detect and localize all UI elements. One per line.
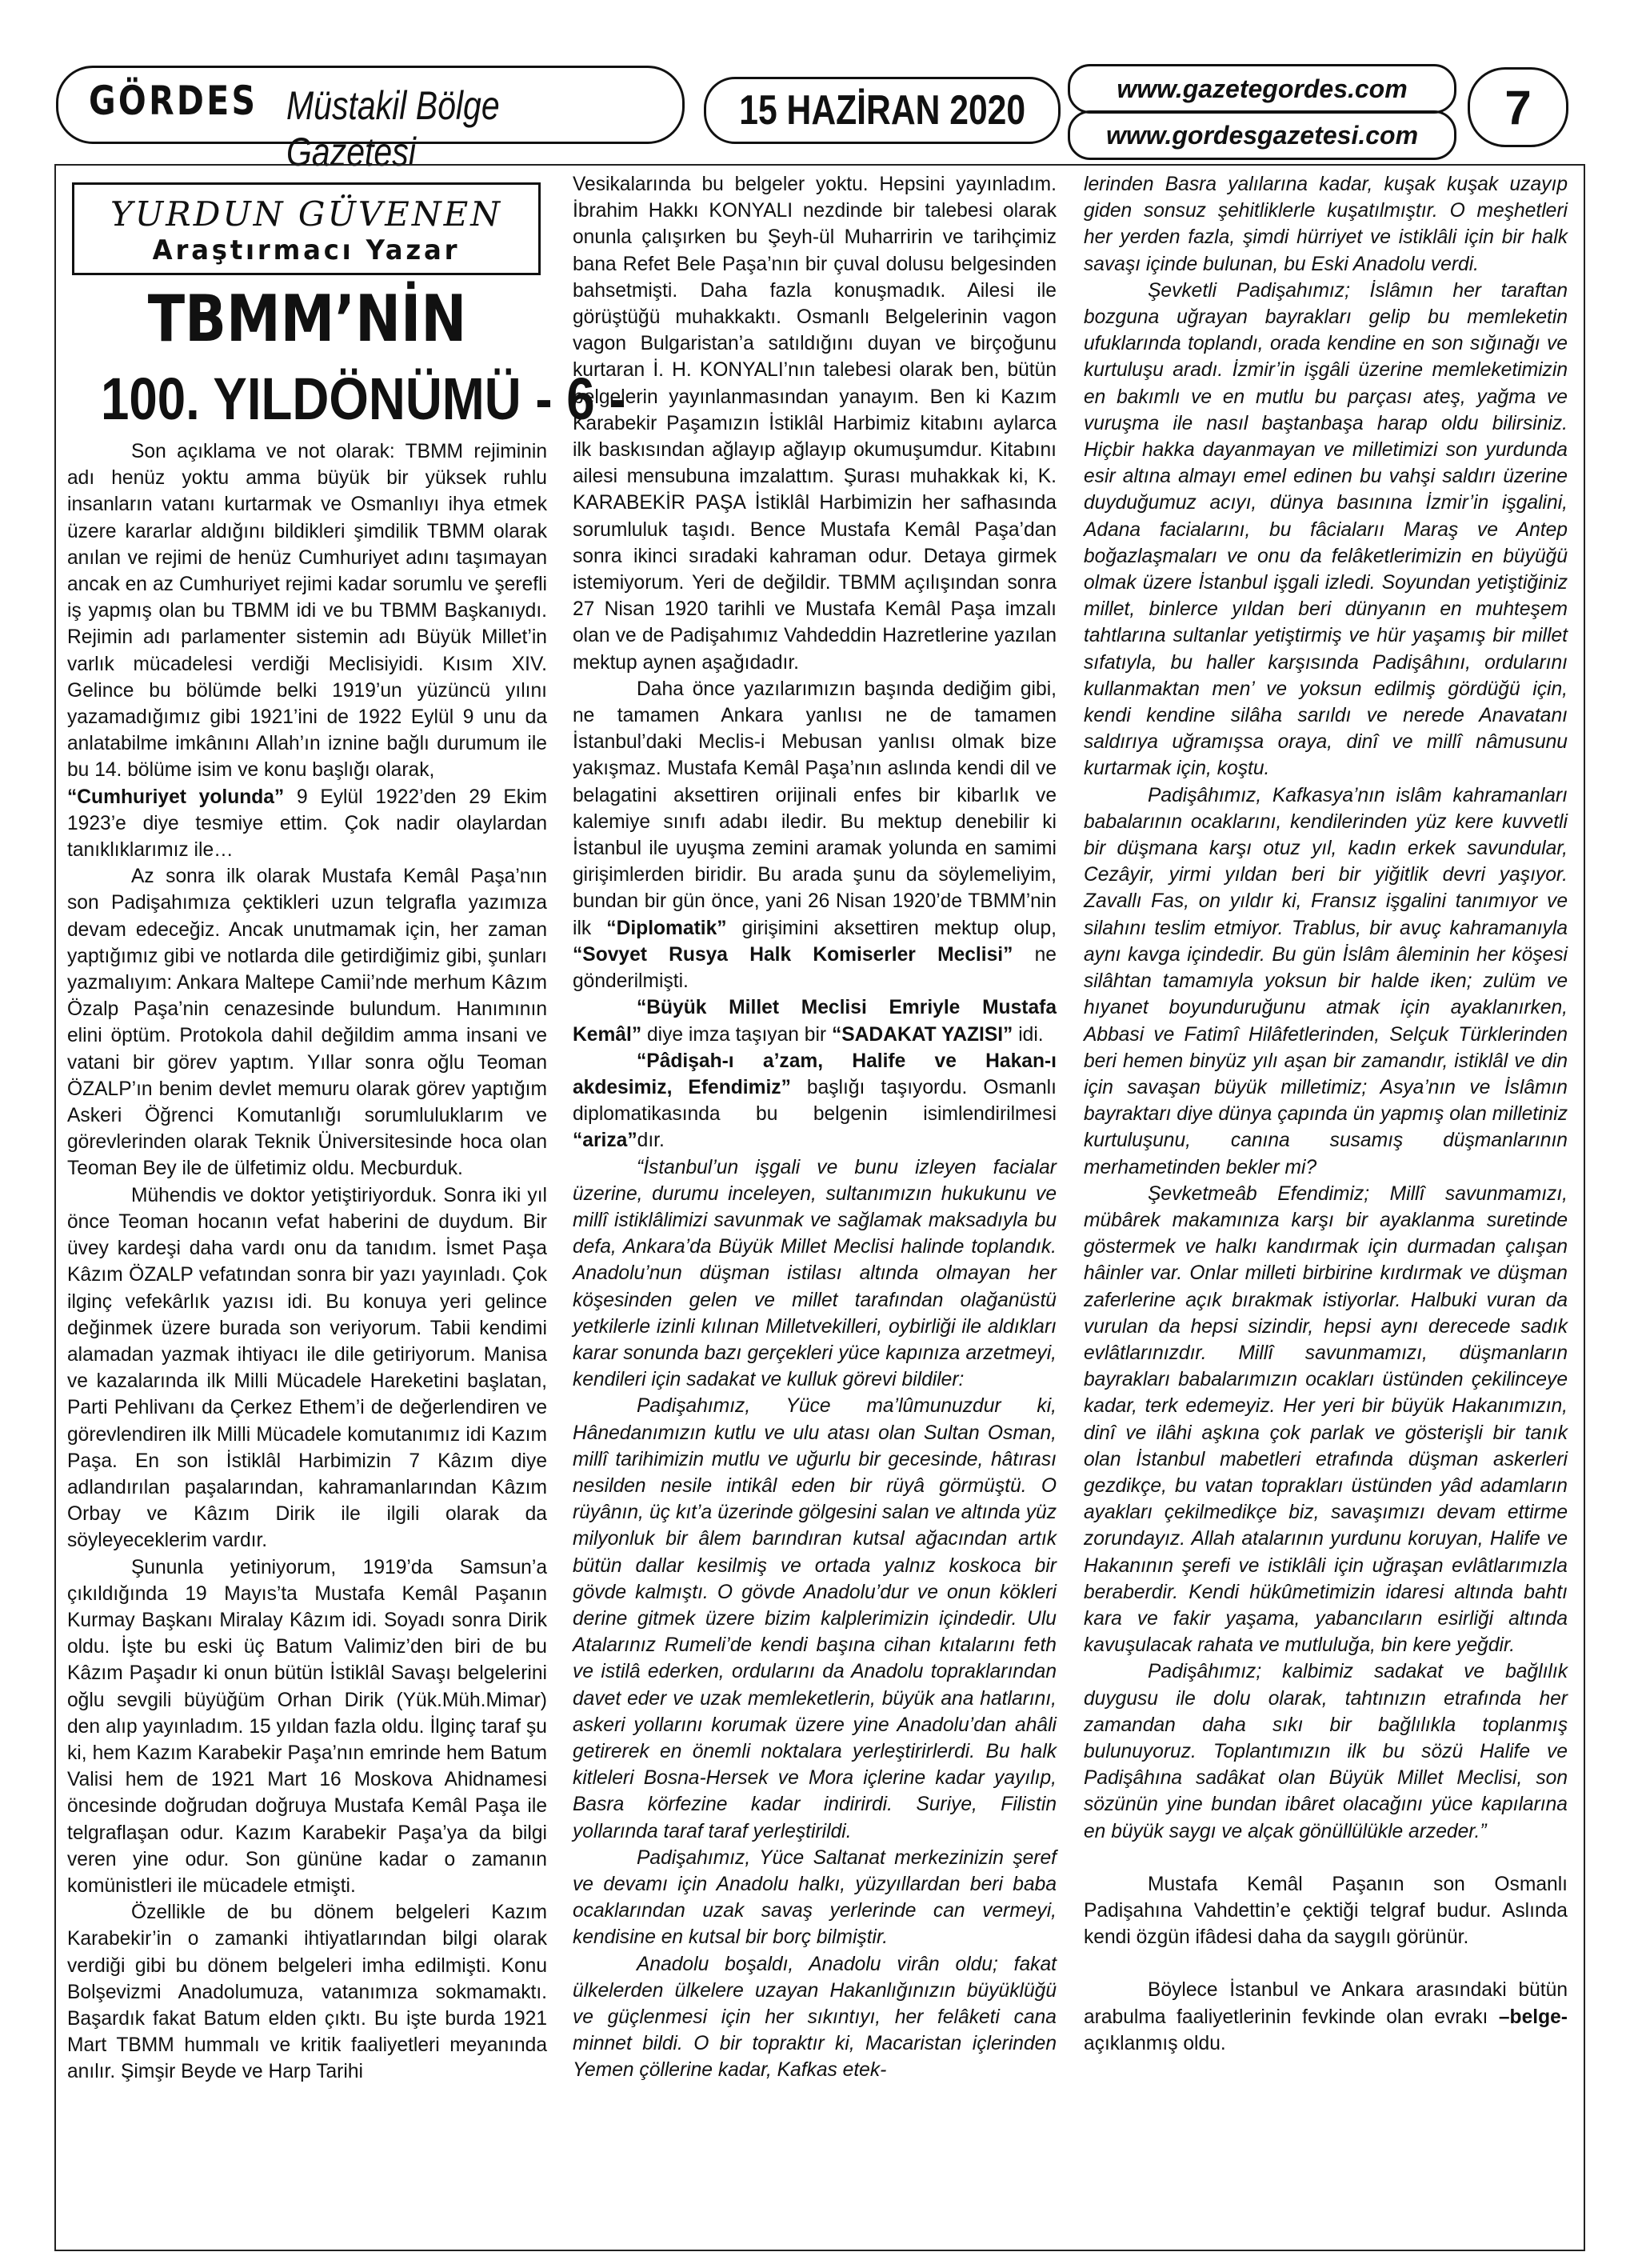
paper-subtitle: Müstakil Bölge Gazetesi	[286, 83, 500, 174]
article-column-2	[573, 171, 1057, 2084]
author-name: YURDUN GÜVENEN	[110, 194, 502, 234]
article-column-3	[1084, 171, 1568, 2057]
headline-line-2: 100. YILDÖNÜMÜ - 6 -	[101, 366, 626, 432]
issue-date-box	[704, 77, 1061, 144]
paragraph: Padişahımız, Yüce ma’lûmunuzdur ki, Hânedanımızın kutlu ve ulu atası olan Sultan Osman, millî tarihimizin mutlu ve uğurlu bir gecesinde, hâtırası nesilden nesile intikâl eden bir rüyâ görmüştü. O rüyânın, üç kıt’a üzerinde gölgesini salan ve altında yüz milyonluk bir âlem barındıran kutsal ağacından artık bütün dallar kesilmiş ve ortada yalnız koskoca bir gövde kalmıştı. O gövde Anadolu’dur ve onun kökleri derine gitmek üzere bizim kalplerimizin içindedir. Ulu Atalarınız Rumeli’de kendi başına cihan kıtalarını feth ve istilâ ederken, ordularını da Anadolu topraklarından davet eder ve uzak memleketlerin, büyük ana hatlarını, askeri yollarını korumak üzere yine Anadolu’dan ahâli getirerek en önemli noktalara yerleştirirlerdi. Bu halk kitleleri Bosna-Hersek ve Mora içlerine kadar yayılıp, Basra körfezine kadar indirirdi. Suriye, Filistin yollarında taraf taraf yerleştirildi.	[573, 1395, 1057, 1842]
paragraph: Vesikalarında bu belgeler yoktu. Hepsini yayınladım. İbrahim Hakkı KONYALI nezdinde bir talebesi olarak onunla çalışırken bu Şeyh-ül Muharririn ve tarihçimiz bana Refet Bele Paşa’nın bir çuval dolusu belgesinden bahsetmişti. Daha fazla konuşmadık. Ailesi ile görüştüğü muhakkaktı. Osmanlı Belgelerinin vagon vagon Bulgaristan’a satıldığını duyan ve birçoğunu kurtaran İ. H. KONYALI’nın talebesi olarak ben, bütün belgelerin yayınlanmasından yanayım. Ben ki Kazım Karabekir Paşamızın İstiklâl Harbimiz kitabını aylarca ilk baskısından ağlayıp ağlayıp okumuşumdur. Kitabını ailesi mensubuna imzalattım. Şurası muhakkak ki, K. KARABEKİR PAŞA İstiklâl Harbimizin her safhasında sorumluluk taşıdı. Bence Mustafa Kemâl Paşa’dan sonra ikinci sıradaki kahraman odur. Detaya girmek istemiyorum. Yeri de değildir. TBMM açılışından sonra 27 Nisan 1920 tarihli ve Mustafa Kemâl Paşa imzalı olan ve de Padişahımız Vahdeddin Hazretlerine yazılan mektup aynen aşağıdadır.	[573, 174, 1057, 674]
masthead	[56, 66, 685, 174]
paragraph: “Büyük Millet Meclisi Emriyle Mustafa Kemâl” diye imza taşıyan bir “SADAKAT YAZISI” idi.	[573, 997, 1057, 1046]
paragraph: Az sonra ilk olarak Mustafa Kemâl Paşa’nın son Padişahımıza çektikleri uzun telgrafla yazımıza devam edeceğiz. Ancak unutmamak için, her zaman yaptığımız gibi ve notlarda dile getirdiğimiz gibi, şunları yazmalıyım: Ankara Maltepe Camii’nde merhum Kâzım Özalp Paşa’nin cenazesinde bulundum. Hanımının elini öptüm. Protokola dahil değildim amma insani ve vatani bir görev yaptım. Yıllar sonra oğlu Teoman ÖZALP’ın benim devlet memuru olarak görev yaptığım Askeri Öğrenci Komutanlığı sorumluluklarım ve görevlerinden olarak Teknik Üniversitesinde hoca olan Teoman Bey ile de ülfetimiz oldu. Mecburduk.	[67, 866, 547, 1180]
paragraph: “İstanbul’un işgali ve bunu izleyen facialar üzerine, durumu inceleyen, sultanımızın hukukunu ve millî istiklâlimizi savunmak ve sağlamak maksadıyla bu defa, Ankara’da Büyük Millet Meclisi halinde toplandık. Anadolu’nun düşman istilası altında olmayan her köşesinden gelen ve millet tarafından olağanüstü yetkilerle izinli kılınan Milletvekilleri, oybirliği ile aldıkları karar sonunda bazı gerçekleri yüce kapınıza arzetmeyi, kendileri için sadakat ve kulluk görevi bildiler:	[573, 1156, 1057, 1391]
author-box	[72, 182, 541, 275]
paragraph: Daha önce yazılarımızın başında dediğim gibi, ne tamamen Ankara yanlısı ne de tamamen İstanbul’daki Meclis-i Mebusan yanlısı olmak bize yakışmaz. Mustafa Kemâl Paşa’nın aslında kendi dil ve belagatini aksettiren orijinali enfes bir kibarlık ve kalemiye sınıfı adabı iledir. Bu mektup denebilir ki İstanbul ile uyuşma zemini aramak yolunda en samimi girişimlerden biridir. Bu arada şunu da söylemeliyim, bundan bir gün önce, yani 26 Nisan 1920’de TBMM’nin ilk “Diplomatik” girişimini aksettiren mektup olup, “Sovyet Rusya Halk Komiserler Meclisi” ne gönderilmişti.	[573, 678, 1057, 993]
bold-phrase: “Cumhuriyet yolunda”	[67, 786, 285, 808]
paragraph: Padişâhımız; kalbimiz sadakat ve bağlılık duygusu ile dolu olarak, tahtınızın etrafında her zamandan daha sıkı bir bağlılıkla toplanmış bulunuyoruz. Toplantımızın ilk bu sözü Halife ve Padişâhına sadâkat olan Büyük Millet Meclisi, son sözünün yine bundan ibâret olacağını yüce kapılarına en büyük saygı ve alçak gönüllülükle arzeder.”	[1084, 1661, 1568, 1842]
paragraph: “Pâdişah-ı a’zam, Halife ve Hakan-ı akdesimiz, Efendimiz” başlığı taşıyordu. Osmanlı diplomatikasında bu belgenin isimlendirilmesi “ariza”dır.	[573, 1050, 1057, 1152]
paragraph: Şununla yetiniyorum, 1919’da Samsun’a çıkıldığında 19 Mayıs’ta Mustafa Kemâl Paşanın Kurmay Başkanı Miralay Kâzım idi. Soyadı sonra Dirik oldu. İşte bu eski üç Batum Valimiz’den biri de bu Kâzım Paşadır ki onun bütün İstiklâl Savaşı belgelerini oğlu sevgili büyüğüm Orhan Dirik (Yük.Müh.Mimar) den alıp yayınladım. 15 yıldan fazla oldu. İlginç taraf şu ki, hem Kazım Karabekir Paşa’nın emrinde hem Batum Valisi hem de 1921 Mart 16 Moskova Ahidnamesi öncesinde doğrudan doğruya Mustafa Kemâl Paşa ile telgraflaşan odur. Kazım Karabekir Paşa’ya da bilgi veren yine odur. Son gününe kadar o zamanın komünistleri ile mücadele etmişti.	[67, 1556, 547, 1897]
headline-line-1: TBMM’NİN	[147, 282, 467, 356]
paragraph: Anadolu boşaldı, Anadolu virân oldu; fakat ülkelerden ülkelere uzayan Hakanlığınızın büyüklüğü ve güçlenmesi için her sıkıntıyı, her felâketi cana minnet bildi. O bir topraktır ki, Macaristan içlerinden Yemen çöllerine kadar, Kafkas etek-	[573, 1953, 1057, 2082]
paragraph: Mühendis ve doktor yetiştiriyorduk. Sonra iki yıl önce Teoman hocanın vefat haberini de duydum. Bir üvey kardeşi daha vardı onu da tanıdım. İsmet Paşa Kâzım ÖZALP vefatından sonra bir yazı yayınladı. Çok ilginç vefekârlık yazısı idi. Bu konuya yeri gelince değinmek üzere burada son veriyorum. Tabii kendimi alamadan yazmak ihtiyacı ile dile getiriyorum. Manisa ve kazalarında ilk Milli Mücadele Hareketini başlatan, Parti Pehlivanı da Çerkez Ethem’i de değerlendiren ve görevlendiren ilk Milli Mücadele komutanımız idi Kazım Paşa. En son İstiklâl Harbimizin 7 Kâzım diye adlandırılan paşalarından, kahramanlarından Kâzım Orbay ve Kâzım Dirik ile ilgili olarak da söyleyeceklerim vardır.	[67, 1184, 547, 1552]
paper-name: GÖRDES	[89, 78, 258, 124]
author-role: Araştırmacı Yazar	[152, 234, 461, 266]
paragraph: Şevketli Padişahımız; İslâmın her taraftan bozguna uğrayan bayrakları gelip bu memleketin ufuklarında toplandı, orada kendine en son sığınağı ve kurtuluşu aradı. İzmir’in işgâli üzerine memleketimizin en bakımlı ve en mutlu bu parçası ateş, yağma ve vuruşma ile nasıl baştanbaşa harap oldu bilirsiniz. Hiçbir hakka dayanmayan ve milletimizi son yurdunda esir altına almayı emel edinen bu vahşi saldırı üzerine duyduğumuz acıyı, dünya basınına İzmir’in işgalini, Adana facialarını, bu fâcialarıı Maraş ve Antep boğazlaşmaları ve onu da felâketlerimizin en büyüğü olmak üzere İstanbul işgali izledi. Soyundan yetiştiğiniz millet, binlerce yıldan beri dünyanın en muhteşem tahtlarına sultanlar yetiştirmiş ve hür yaşamış bir millet sıfatıyla, bu haller karşısında Padişâhını, ordularını kullanmaktan men’ ve yoksun edilmiş gördüğü için, kendi kendine silâha sarıldı ve nerede Anavatanı saldırıya uğramışsa oraya, dinî ve millî nâmusunu kurtarmak için, koştu.	[1084, 279, 1568, 780]
website-link-2[interactable]: www.gordesgazetesi.com	[1068, 110, 1456, 160]
article-column-1	[67, 438, 547, 2086]
paragraph: Şevketmeâb Efendimiz; Millî savunmamızı, mübârek makamınıza karşı bir ayaklanma suretinde göstermek ve halkı kandırmak için durmadan çalışan hâinler var. Onlar milleti birbirine kırdırmak ve düşman zaferlerine açık bırakmak istiyorlar. Halbuki vuran da vurulan da hepsi sizindir, hepsi aynı derecede sadık evlâtlarınızdır. Millî savunmamızı, düşmanların bayrakları babalarımızın ocakları üstünden çekilinceye kadar, terk edemeyiz. Her yeri bir büyük Hakanımızın, dinî ve ilâhi aşkına çok parlak ve gösterişli bir tanık olan İstanbul mabetleri etrafında düşman askerleri gezdikçe, bu vatan toprakları üstünden yâd adamların ayakları çekilmedikçe biz, savaşımızı devam ettirme zorundayız. Allah atalarının yurdunu koruyan, Halife ve Hakanının şerefi ve istiklâli için uğraşan evlâtlarımızla beraberdir. Kendi hükûmetimizin idaresi altında bahtı kara ve fakir yaşama, yabancıların esirliği altında kavuşulacak rahata ve mutluluğa, bin kere yeğdir.	[1084, 1182, 1568, 1657]
paragraph: Son açıklama ve not olarak: TBMM rejiminin adı henüz yoktu amma büyük bir yüksek ruhlu insanların vatanı kurtarmak ve Osmanlıyı ihya etmek üzere kararlar aldığını bildikleri şimdilik TBMM olarak anılan ve rejimi de henüz Cumhuriyet adını taşımayan ancak en az Cumhuriyet rejimi kadar sorumlu ve şerefli iş yapmış olan bu TBMM idi ve bu TBMM Başkanıydı. Rejimin adı parlamenter sistemin adı Büyük Millet’in varlık mücadelesi verdiği Meclisiyidi. Kısım XIV. Gelince bu bölümde belki 1919’un yüzüncü yılını yazamadığımız gibi 1921’ini de 1922 Eylül 9 unu da anlatabilme imkânını Allah’ın iznine bağlı durumum ile bu 14. bölüme isim ve konu başlığı olarak, “Cumhuriyet yolunda” 9 Eylül 1922’den 29 Ekim 1923’e diye tesmiye ettim. Çok nadir olaylardan tanıklıklarımız ile…	[67, 441, 547, 862]
paragraph: Padişahımız, Yüce Saltanat merkezinizin şeref ve devamı için Anadolu halkı, yüzyıllardan beri baba ocaklarından uzak savaş yerlerinde can vermeyi, kendisine en kutsal bir borç bilmiştir.	[573, 1846, 1057, 1949]
website-link-1[interactable]: www.gazetegordes.com	[1068, 64, 1456, 114]
paragraph: Mustafa Kemâl Paşanın son Osmanlı Padişahına Vahdettin’e çektiği telgraf budur. Aslında kendi özgün ifâdesi daha da saygılı görünür.	[1084, 1873, 1568, 1949]
paragraph: lerinden Basra yalılarına kadar, kuşak kuşak uzayıp giden sonsuz şehitliklerle kuşatılmıştır. O meşhetleri her yerden fazla, şimdi hürriyet ve istiklâli için bir halk savaşı içinde bulunan, bu Eski Anadolu verdi.	[1084, 174, 1568, 275]
paragraph: Böylece İstanbul ve Ankara arasındaki bütün arabulma faaliyetlerinin fevkinde olan evrakı –belge- açıklanmış oldu.	[1084, 1979, 1568, 2054]
paragraph: Padişâhımız, Kafkasya’nın islâm kahramanları babalarının ocaklarını, kendilerinden yüz kere kuvvetli bir düşmana karşı otuz yıl, kadın erkek savundular, Cezâyir, yirmi yıldan beri bir yiğitlik devri yaşıyor. Zavallı Fas, on yıldır ki, Fransız işgalini tanımıyor ve silahını teslim etmiyor. Trablus, bir avuç kahramanıyla aynı kavga içindedir. Bu gün İslâm âleminin her köşesi silâhtan tamamıyla yoksun bir halde iken; zulüm ve hıyanet boyunduruğunu atmak için ayaklanırken, Abbasi ve Fatimî Hilâfetlerinden, Selçuk Türklerinden beri hemen binyüz yılı aşan bir zamandır, istiklâl ve din için savaşan büyük milletimiz; Asya’nın ve İslâmın bayraktarı diye dünya çapında ün yapmış olan milletiniz kurtuluşunu, canına susamış düşmanlarının merhametinden bekler mi?	[1084, 784, 1568, 1178]
paragraph: Özellikle de bu dönem belgeleri Kazım Karabekir’in o zamanki ihtiyatlarından bilgi olarak verdiği gibi bu dönem belgeleri imha edilmişti. Konu Bolşevizmi Anadolumuza, vatanımıza sokmamaktı. Başardık fakat Batum elden çıktı. Bu işte burda 1921 Mart TBMM hummalı ve kritik faaliyetleri meyanında anılır. Şimşir Beyde ve Harp Tarihi	[67, 1902, 547, 2083]
issue-date: 15 HAZİRAN 2020	[739, 87, 1025, 134]
page-number: 7	[1468, 67, 1568, 147]
